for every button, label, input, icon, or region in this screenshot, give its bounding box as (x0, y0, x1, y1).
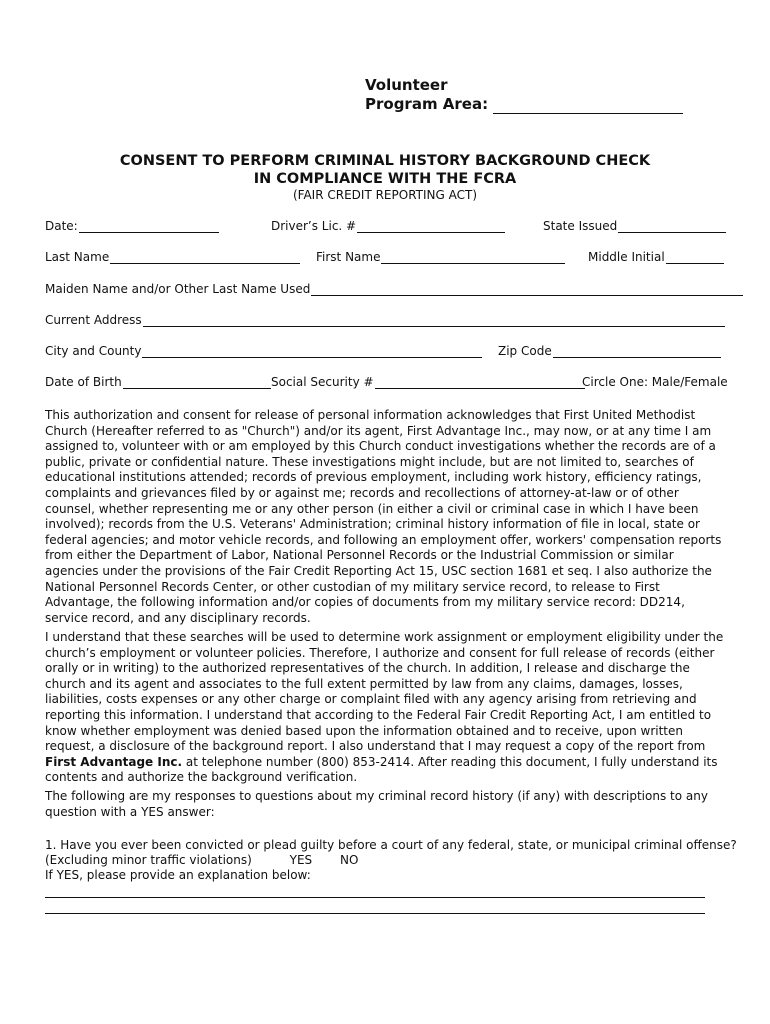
release-paragraph (45, 630, 730, 786)
current-address-label: Current Address (45, 313, 142, 327)
form-title-line2: IN COMPLIANCE WITH THE FCRA (253, 171, 517, 187)
explanation-line-1[interactable] (45, 897, 705, 898)
volunteer-label: Volunteer (365, 76, 448, 94)
drivers-license-label: Driver’s Lic. # (271, 219, 357, 233)
release-text-part1: I understand that these searches will be used to determine work assignment or employment eligibility under the church’s employment or volunteer policies. Therefore, I authorize and consent for full release of records (either orally or in writing) to the authorized representatives of the church. In addition, I release and discharge the church and its agent and associates to the full extent permitted by law from any claims, damages, losses, liabilities, costs expenses or any other charge or complaint filed with any agency arising from retrieving and reporting this information. I understand that according to the Federal Fair Credit Reporting Act, I am entitled to know whether employment was denied based upon the information obtained and to receive, upon written request, a disclosure of the background report. I also understand that I may request a copy of the report from (45, 630, 724, 754)
state-issued-label: State Issued (543, 219, 618, 233)
zip-code-field[interactable] (553, 345, 721, 358)
last-name-field[interactable] (110, 251, 300, 264)
maiden-name-label: Maiden Name and/or Other Last Name Used (45, 282, 311, 296)
gender-circle-label[interactable]: Circle One: Male/Female (582, 375, 728, 389)
question-1-exclusion: (Excluding minor traffic violations) (45, 853, 252, 867)
social-security-field[interactable] (375, 376, 585, 389)
row-dob-ssn (45, 375, 728, 391)
date-label: Date: (45, 219, 78, 233)
explanation-line-2[interactable] (45, 913, 705, 914)
last-name-label: Last Name (45, 250, 110, 264)
first-name-field[interactable] (381, 251, 565, 264)
form-subtitle: (FAIR CREDIT REPORTING ACT) (292, 188, 478, 202)
question-1-no[interactable]: NO (339, 853, 359, 867)
drivers-license-field[interactable] (357, 220, 505, 233)
row-current-address (45, 313, 725, 329)
zip-code-label: Zip Code (498, 344, 552, 358)
company-name: First Advantage Inc. (45, 754, 183, 769)
criminal-record-intro: The following are my responses to questions about my criminal record history (if any) with descriptions to any question with a YES answer: (45, 789, 708, 819)
row-date-license (45, 219, 725, 235)
question-1-yes[interactable]: YES (289, 853, 313, 867)
state-issued-field[interactable] (618, 220, 726, 233)
authorization-paragraph: This authorization and consent for release of personal information acknowledges that First United Methodist Church (Hereafter referred to as "Church") and/or its agent, First Advantage Inc., may now, or at any time I am assigned to, volunteer with or am employed by this Church conduct investigations whether the records are of a public, private or confidential nature. These investigations might include, but are not limited to, searches of educational institutions attended; records of previous employment, including work history, efficiency ratings, complaints and grievances filed by or against me; records and recollections of attorney-at-law or of other counsel, whether representing me or any other person (in either a civil or criminal case in which I have been involved); records from the U.S. Veterans' Administration; criminal history information of file in local, state or federal agencies; and motor vehicle records, and following an employment offer, workers' compensation reports from either the Department of Labor, National Personnel Records or the Industrial Commission or similar agencies under the provisions of the Fair Credit Reporting Act 15, USC section 1681 et seq. I also authorize the National Personnel Records Center, or other custodian of my military service record, to release to First Advantage, the following information and/or copies of documents from my military service record: DD214, service record, and any disciplinary records. (45, 408, 722, 625)
form-title-line1: CONSENT TO PERFORM CRIMINAL HISTORY BACKGROUND CHECK (119, 153, 651, 169)
date-of-birth-field[interactable] (123, 376, 271, 389)
program-area-field[interactable] (493, 97, 683, 114)
current-address-field[interactable] (143, 314, 725, 327)
middle-initial-field[interactable] (666, 251, 724, 264)
social-security-label: Social Security # (271, 375, 374, 389)
program-area-label: Program Area: (365, 95, 489, 113)
row-city-zip (45, 344, 725, 360)
first-name-label: First Name (316, 250, 381, 264)
date-field[interactable] (79, 220, 219, 233)
row-names (45, 250, 725, 266)
date-of-birth-label: Date of Birth (45, 375, 122, 389)
maiden-name-field[interactable] (311, 283, 743, 296)
release-text-part2: at telephone number (800) 853-2414. After reading this document, I fully understand its contents and authorize the background verification. (45, 754, 718, 785)
form-header (365, 76, 683, 114)
middle-initial-label: Middle Initial (588, 250, 665, 264)
question-1-text: 1. Have you ever been convicted or plead guilty before a court of any federal, state, or municipal criminal offense? (45, 838, 737, 852)
row-maiden-name (45, 282, 725, 298)
question-1-explain-prompt: If YES, please provide an explanation below: (45, 868, 311, 882)
question-1-options (45, 853, 358, 869)
city-county-label: City and County (45, 344, 142, 358)
city-county-field[interactable] (142, 345, 482, 358)
